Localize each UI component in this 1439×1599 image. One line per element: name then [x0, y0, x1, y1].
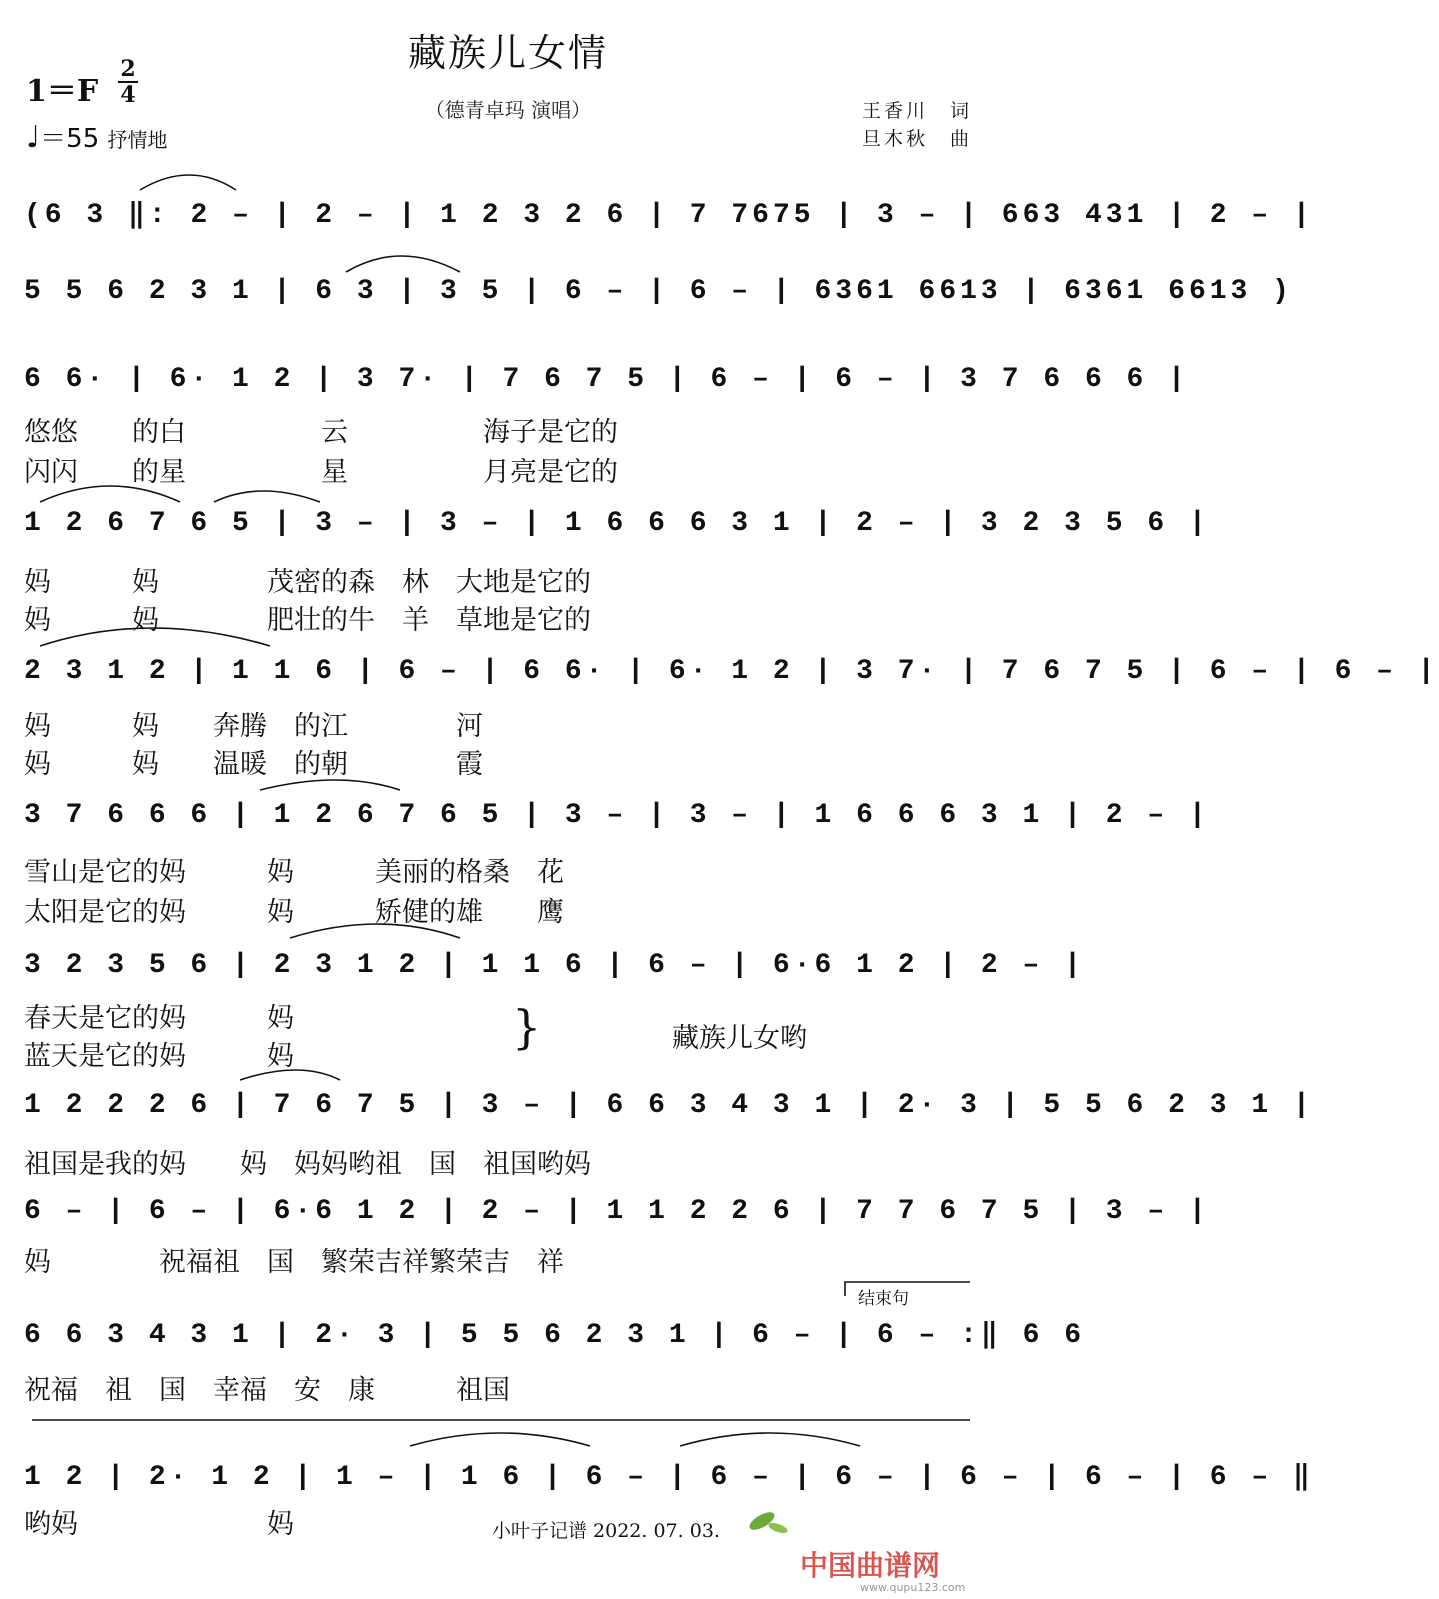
time-signature-bottom: 4 [120, 82, 136, 108]
notation-line-5: 2 3 1 2 | 1 1 6 | 6 – | 6 6· | 6· 1 2 | 3 7· | 7 6 7 5 | 6 – | 6 – | [24, 656, 1439, 687]
tie-arc [140, 175, 236, 190]
tempo-value: ＝55 [40, 124, 100, 154]
transcriber-footer: 小叶子记谱 2022. 07. 03. [492, 1520, 720, 1542]
ending-bracket [845, 1282, 970, 1296]
notation-line-11: 1 2 | 2· 1 2 | 1 – | 1 6 | 6 – | 6 – | 6 – | 6 – | 6 – | 6 – ‖ [24, 1462, 1314, 1493]
lyric-line-6a: 雪山是它的妈 妈 美丽的格桑 花 [24, 857, 564, 888]
notation-line-4: 1 2 6 7 6 5 | 3 – | 3 – | 1 6 6 6 3 1 | 2 – | 3 2 3 5 6 | [24, 508, 1210, 539]
notation-line-3: 6 6· | 6· 1 2 | 3 7· | 7 6 7 5 | 6 – | 6 – | 3 7 6 6 6 | [24, 364, 1189, 395]
tie-arc [40, 486, 180, 502]
lyric-line-7a: 春天是它的妈 妈 [24, 1003, 294, 1034]
tie-arc [260, 780, 400, 790]
ending-label: 结束句 [858, 1289, 909, 1309]
performer-note: （德青卓玛 演唱） [424, 98, 592, 122]
side-lyric: 藏族儿女哟 [672, 1023, 807, 1054]
tie-arc [240, 1070, 340, 1080]
lyric-line-5b: 妈 妈 温暖 的朝 霞 [24, 749, 483, 780]
tempo-mood: 抒情地 [107, 128, 168, 152]
song-title: 藏族儿女情 [407, 31, 608, 75]
notation-line-7: 3 2 3 5 6 | 2 3 1 2 | 1 1 6 | 6 – | 6·6 1 2 | 2 – | [24, 950, 1085, 981]
lyric-line-9: 妈 祝福祖 国 繁荣吉祥繁荣吉 祥 [24, 1247, 564, 1278]
notation-line-9: 6 – | 6 – | 6·6 1 2 | 2 – | 1 1 2 2 6 | 7 7 6 7 5 | 3 – | [24, 1196, 1210, 1227]
lyric-line-11: 哟妈 妈 [24, 1509, 294, 1540]
notation-line-10: 6 6 3 4 3 1 | 2· 3 | 5 5 6 2 3 1 | 6 – | 6 – :‖ 6 6 [24, 1320, 1085, 1351]
leaf-icon [747, 1509, 789, 1535]
lyric-line-3a: 悠悠 的白 云 海子是它的 [24, 417, 618, 448]
tie-arc [410, 1433, 590, 1446]
notation-line-1: (6 3 ‖: 2 – | 2 – | 1 2 3 2 6 | 7 7675 | 3 – | 663 431 | 2 – | [24, 200, 1314, 231]
lyric-line-8: 祖国是我的妈 妈 妈妈哟祖 国 祖国哟妈 [24, 1149, 591, 1180]
tie-arc [40, 628, 270, 646]
key-signature: 1＝F [26, 74, 99, 109]
tie-arc [680, 1433, 860, 1446]
lyric-line-10: 祝福 祖 国 幸福 安 康 祖国 [24, 1375, 510, 1406]
lyric-line-5a: 妈 妈 奔腾 的江 河 [24, 711, 483, 742]
lyric-brace: } [512, 1000, 542, 1054]
notation-line-6: 3 7 6 6 6 | 1 2 6 7 6 5 | 3 – | 3 – | 1 6 6 6 3 1 | 2 – | [24, 800, 1210, 831]
tie-arc [290, 924, 460, 938]
time-signature-top: 2 [120, 56, 136, 82]
lyric-line-3b: 闪闪 的星 星 月亮是它的 [24, 457, 618, 488]
lyric-line-6b: 太阳是它的妈 妈 矫健的雄 鹰 [24, 897, 564, 928]
notation-line-8: 1 2 2 2 6 | 7 6 7 5 | 3 – | 6 6 3 4 3 1 | 2· 3 | 5 5 6 2 3 1 | [24, 1090, 1314, 1121]
lyric-line-4a: 妈 妈 茂密的森 林 大地是它的 [24, 567, 591, 598]
tie-arc [214, 491, 320, 502]
lyricist-credit: 王香川 词 [861, 100, 972, 122]
tie-arc [346, 256, 460, 272]
lyric-line-4b: 妈 妈 肥壮的牛 羊 草地是它的 [24, 605, 591, 636]
watermark-brand: 中国曲谱网 [800, 1549, 941, 1582]
composer-credit: 旦木秋 曲 [861, 128, 972, 150]
watermark-url: www.qupu123.com [860, 1581, 966, 1594]
quarter-note-icon: ♩ [26, 120, 41, 155]
notation-line-2: 5 5 6 2 3 1 | 6 3 | 3 5 | 6 – | 6 – | 6361 6613 | 6361 6613 ) [24, 276, 1293, 307]
lyric-line-7b: 蓝天是它的妈 妈 [24, 1041, 294, 1072]
